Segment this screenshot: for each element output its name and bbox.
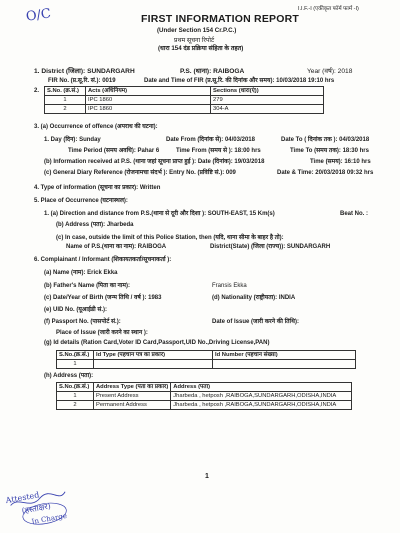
id-details-table [56, 350, 356, 369]
acts-sections-table [44, 86, 324, 114]
general-diary-datetime: Date & Time: 20/03/2018 09:32 hrs [277, 170, 374, 176]
passport-number: (f) Passport No. (पासपोर्ट सं.): [44, 319, 121, 325]
id-details-heading: (g) Id details (Ration Card,Voter ID Card,Passport,UID No.,Driving License,PAN) [44, 340, 270, 346]
beat-number: Beat No. : [340, 211, 369, 217]
table-cell: Present Address [94, 392, 171, 401]
handwritten-oc-mark: O/C [25, 6, 52, 25]
table-cell: 1 [57, 392, 94, 401]
outside-limit-note: (c) In case, outside the limit of this Police Station, then (यदि, थाना सीमा के बाहर है तो): [56, 235, 284, 241]
table-header-cell: Acts (अधिनियम) [86, 87, 211, 96]
table-cell: IPC 1860 [86, 96, 211, 105]
date-of-birth: (c) Date/Year of Birth (जन्म तिथि / वर्ष ): 1983 [44, 295, 162, 301]
stamp-line: Attested [4, 490, 40, 506]
information-received-date: (b) Information received at P.S. (थाना जहां सूचना प्राप्त हुई ): Date (दिनांक): 19/03/2018 [44, 159, 265, 165]
address-heading: (h) Address (पता): [44, 373, 94, 379]
occurrence-time-period: Time Period (समय अवधि): Pahar 6 [68, 148, 160, 154]
fir-number-field: FIR No. (प्र.सू.रि. सं.): 0019 [48, 78, 116, 84]
occurrence-time-to: Time To (समय तक): 18:30 hrs [290, 148, 369, 154]
item-2-number: 2. [34, 88, 40, 94]
complainant-heading: 6. Complainant / Informant (शिकायतकर्ता/सूचनाकर्ता ): [34, 257, 172, 263]
table-cell: Jharbeda , hetposh ,RAIBOGA,SUNDARGARH,ODISHA,INDIA [171, 392, 352, 401]
table-header-cell: Sections (धारा(एं)) [211, 87, 324, 96]
fir-datetime-field: Date and Time of FIR (प्र.सू.रि. की दिनांक और समय): 10/03/2018 19:10 hrs [144, 78, 335, 84]
occurrence-date-to: Date To ( दिनांक तक ): 04/03/2018 [281, 137, 370, 143]
occurrence-heading: 3. (a) Occurrence of offence (अपराध की घटना): [34, 124, 158, 130]
table-header-row [45, 87, 324, 96]
year-field: Year (वर्ष): 2018 [307, 68, 353, 75]
father-name-value: Fransis Ekka [212, 283, 247, 289]
table-header-cell: S.No.(क्र.सं.) [57, 383, 94, 392]
table-cell [213, 360, 356, 369]
stamp-line: (हस्ताक्षर) [21, 501, 52, 516]
attestation-stamp [5, 480, 92, 539]
table-row [57, 360, 356, 369]
nationality: (d) Nationality (राष्ट्रीयता): INDIA [212, 295, 296, 301]
police-station-field: P.S. (थाना): RAIBOGA [180, 68, 245, 75]
outside-ps-district: District(State) (जिला (राज्य)): SUNDARGARH [210, 244, 331, 250]
table-row [45, 105, 324, 114]
form-reference: I.I.F.-I (एकीकृत फॉर्म फार्म -I) [298, 6, 359, 12]
table-cell: 304-A [211, 105, 324, 114]
direction-distance: 1. (a) Direction and distance from P.S.(थाना से दूरी और दिशा ): SOUTH-EAST, 15 Km(s) [44, 211, 275, 217]
table-row [57, 392, 352, 401]
table-header-cell: S.No.(क्र.सं.) [57, 351, 94, 360]
table-header-cell: Address Type (पता का प्रकार) [94, 383, 171, 392]
occurrence-day: 1. Day (दिन): Sunday [44, 137, 101, 143]
table-cell: Jharbeda , hetposh ,RAIBOGA,SUNDARGARH,ODISHA,INDIA [171, 401, 352, 410]
table-cell: 1 [45, 96, 86, 105]
signature-scribble-icon [5, 480, 92, 539]
table-cell: 2 [45, 105, 86, 114]
occurrence-address: (b) Address (पता): Jharbeda [56, 222, 134, 228]
table-header-cell: Id Number (पहचान संख्या) [213, 351, 356, 360]
occurrence-date-from: Date From (दिनांक से): 04/03/2018 [166, 137, 255, 143]
table-header-row [57, 383, 352, 392]
table-header-row [57, 351, 356, 360]
address-table [56, 382, 352, 410]
information-type: 4. Type of information (सूचना का प्रकार): Written [34, 185, 161, 191]
table-cell: 1 [57, 360, 94, 369]
information-received-time: Time (समय): 16:10 hrs [310, 159, 371, 165]
uid-number: (e) UID No. (यूआईडी सं.): [44, 307, 108, 313]
outside-ps-name: Name of P.S.(थाना का नाम): RAIBOGA [66, 244, 167, 250]
table-cell: Permanent Address [94, 401, 171, 410]
passport-place-of-issue: Place of Issue (जारी करने का स्थान ): [56, 330, 148, 336]
table-cell: 2 [57, 401, 94, 410]
place-of-occurrence-heading: 5. Place of Occurrence (घटनास्थल): [34, 198, 128, 204]
stamp-line: In Charge [31, 511, 68, 526]
title-sub-hindi: प्रथम सूचना रिपोर्ट [174, 37, 215, 44]
complainant-name: (a) Name (नाम): Erick Ekka [44, 270, 118, 276]
table-row [57, 401, 352, 410]
father-name-label: (b) Father's Name (पिता का नाम): [44, 283, 131, 289]
page-title: FIRST INFORMATION REPORT [141, 13, 300, 25]
table-cell: 279 [211, 96, 324, 105]
general-diary-reference: (c) General Diary Reference (रोजनामचा संदर्भ ): Entry No. (प्रविष्टि सं.): 009 [44, 170, 236, 176]
table-row [45, 96, 324, 105]
district-field: 1. District (जिला): SUNDARGARH [34, 68, 135, 75]
table-cell [94, 360, 213, 369]
title-sub-english: (Under Section 154 Cr.P.C.) [157, 27, 237, 34]
page-number: 1 [205, 473, 209, 480]
table-cell: IPC 1860 [86, 105, 211, 114]
passport-issue-date: Date of Issue (जारी करने की तिथि): [212, 319, 299, 325]
table-header-cell: S.No. (क्र.सं.) [45, 87, 86, 96]
title-sub-hindi-section: (धारा 154 दंड प्रक्रिया संहिता के तहत) [158, 45, 244, 52]
table-header-cell: Id Type (पहचान पत्र का प्रकार) [94, 351, 213, 360]
occurrence-time-from: Time From (समय से ): 18:00 hrs [176, 148, 261, 154]
table-header-cell: Address (पता) [171, 383, 352, 392]
